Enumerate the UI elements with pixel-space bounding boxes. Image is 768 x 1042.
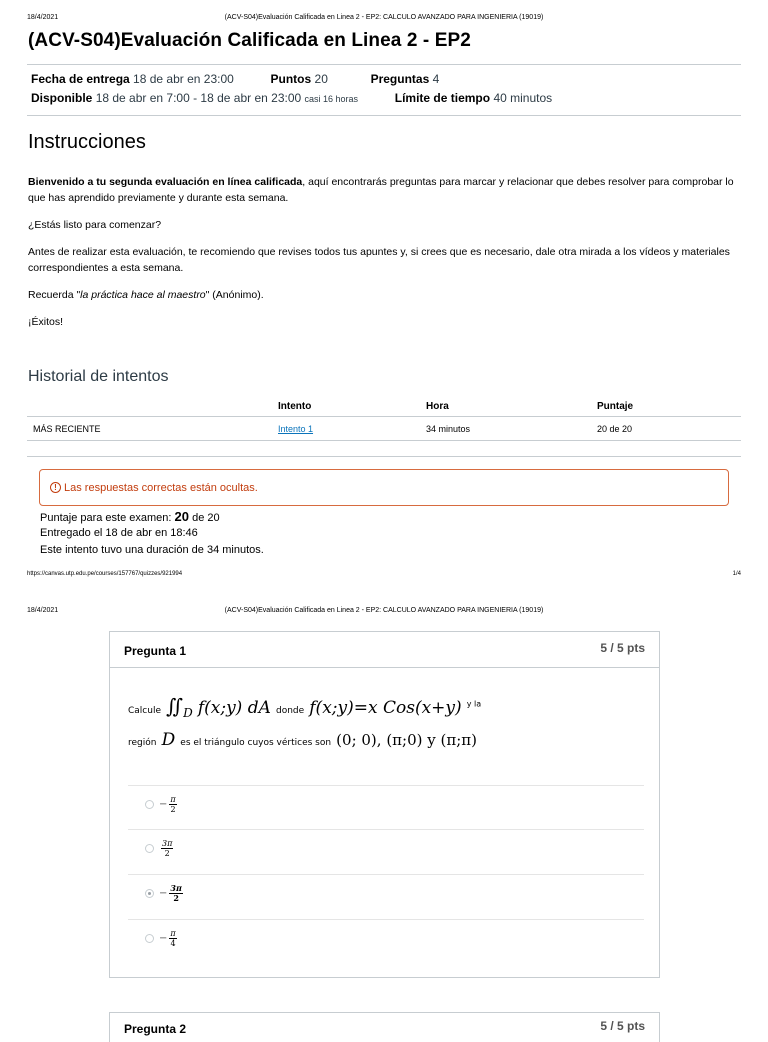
integrand: f(x;y) dA (197, 698, 271, 718)
option-divider (128, 874, 644, 875)
fraction-denominator: 4 (170, 939, 176, 948)
fraction-numerator: 3π (170, 883, 182, 893)
instructions-paragraph-5: ¡Éxitos! (28, 316, 64, 328)
quote-post: " (Anónimo). (205, 289, 264, 301)
option-sign: − (159, 888, 168, 899)
due-label: Fecha de entrega (31, 72, 130, 86)
radio-button[interactable] (145, 844, 154, 853)
question-points: 5 / 5 pts (600, 1019, 645, 1033)
quiz-meta-row-1 (31, 72, 439, 86)
column-header-attempt: Intento (278, 401, 312, 412)
history-heading: Historial de intentos (28, 368, 169, 385)
column-header-score: Puntaje (597, 401, 634, 412)
score-label: Puntaje para este examen: (40, 512, 172, 524)
available-label: Disponible (31, 91, 93, 105)
welcome-bold: Bienvenido a tu segunda evaluación en línea calificada (28, 176, 303, 188)
option-fraction (169, 884, 182, 903)
print-title: (ACV-S04)Evaluación Calificada en Linea 2 - EP2: CALCULO AVANZADO PARA INGENIERIA (19019) (224, 607, 544, 614)
fraction-denominator: 2 (170, 805, 176, 814)
score-total: de 20 (192, 512, 220, 524)
print-date: 18/4/2021 (27, 14, 59, 21)
print-header (0, 14, 768, 28)
answer-option-selected[interactable] (145, 884, 183, 903)
radio-button[interactable] (145, 934, 154, 943)
print-url: https://canvas.utp.edu.pe/courses/157767/quizzes/921994 (27, 571, 183, 577)
score-value: 20 (174, 509, 190, 524)
fraction-denominator: 2 (173, 893, 179, 903)
score-line (40, 509, 220, 524)
region-word: región (128, 738, 157, 748)
question-title: Pregunta 1 (124, 644, 187, 658)
attempt-time: 34 minutos (426, 424, 471, 434)
print-header (0, 607, 768, 621)
triangle-phrase: es el triángulo cuyos vértices son (180, 738, 332, 748)
question-title: Pregunta 2 (124, 1022, 187, 1036)
instructions-paragraph-4 (28, 287, 744, 303)
option-divider (128, 785, 644, 786)
print-footer (0, 571, 768, 581)
fraction-numerator: π (170, 929, 176, 938)
due-value: 18 de abr en 23:00 (133, 72, 234, 86)
alert-text: Las respuestas correctas están ocultas. (64, 481, 258, 494)
submitted-line: Entregado el 18 de abr en 18:46 (40, 527, 198, 539)
print-title: (ACV-S04)Evaluación Calificada en Linea 2 - EP2: CALCULO AVANZADO PARA INGENIERIA (19019) (224, 14, 544, 21)
warning-icon: ! (50, 482, 61, 493)
donde-word: donde (275, 706, 305, 716)
questions-label: Preguntas (370, 72, 430, 86)
print-page-number: 1/4 (732, 571, 741, 577)
question-statement-line-1 (128, 694, 481, 720)
time-limit-value: 40 minutos (493, 91, 553, 105)
page-title: (ACV-S04)Evaluación Calificada en Linea 2 - EP2 (28, 30, 471, 51)
available-note: casi 16 horas (304, 94, 359, 104)
divider (27, 115, 741, 116)
instructions-paragraph-1 (28, 174, 744, 206)
questions-value: 4 (432, 72, 440, 86)
question-points: 5 / 5 pts (600, 641, 645, 655)
divider (27, 456, 741, 457)
region-D: D (161, 730, 176, 750)
row-label: MÁS RECIENTE (33, 424, 101, 434)
instructions-heading: Instrucciones (28, 131, 146, 153)
print-date: 18/4/2021 (27, 607, 59, 614)
question-card (109, 631, 660, 978)
question-header (110, 632, 659, 668)
fraction-denominator: 2 (164, 849, 170, 858)
calc-word: Calcule (128, 706, 161, 716)
quote-italic: la práctica hace al maestro (80, 289, 206, 301)
quote-pre: Recuerda " (28, 289, 81, 301)
duration-line: Este intento tuvo una duración de 34 minutos. (40, 544, 264, 556)
answer-option[interactable] (145, 929, 177, 948)
option-divider (128, 829, 644, 830)
option-fraction (169, 929, 176, 948)
history-table-header (27, 397, 741, 417)
table-row (27, 417, 741, 441)
option-fraction (169, 795, 176, 814)
fraction-numerator: 3π (162, 839, 173, 848)
radio-button[interactable] (145, 800, 154, 809)
attempt-score: 20 de 20 (597, 424, 633, 434)
option-fraction (161, 839, 173, 858)
quiz-meta-row-2 (31, 91, 552, 105)
option-sign: − (159, 799, 168, 810)
points-value: 20 (314, 72, 328, 86)
question-card (109, 1012, 660, 1042)
available-value: 18 de abr en 7:00 - 18 de abr en 23:00 (95, 91, 302, 105)
instructions-paragraph-2: ¿Estás listo para comenzar? (28, 219, 162, 231)
function-definition: f(x;y)=x Cos(x+y) (309, 698, 462, 718)
time-limit-label: Límite de tiempo (394, 91, 491, 105)
points-label: Puntos (270, 72, 312, 86)
question-statement-line-2 (128, 730, 477, 750)
divider (27, 64, 741, 65)
correct-answers-hidden-alert (39, 469, 729, 506)
attempt-link[interactable]: Intento 1 (278, 424, 314, 434)
answer-option[interactable] (145, 795, 177, 814)
domain-subscript: D (183, 706, 193, 721)
answer-option[interactable] (145, 839, 173, 858)
option-divider (128, 919, 644, 920)
fraction-numerator: π (170, 795, 176, 804)
instructions-paragraph-3: Antes de realizar esta evaluación, te recomiendo que revises todos tus apuntes y, si crees que es necesario, dale otra mirada a los vídeos y materiales correspondientes a esta semana. (28, 246, 730, 274)
history-table (27, 397, 741, 441)
yla-word: y la (466, 699, 482, 709)
double-integral-symbol: ∬ (166, 694, 184, 718)
radio-button-selected[interactable] (145, 889, 154, 898)
welcome-rest: , aquí encontrarás preguntas para marcar y relacionar que debes resolver para comprobar lo que has aprendido previamente y durante esta semana. (28, 176, 734, 204)
column-header-time: Hora (426, 401, 449, 412)
option-sign: − (159, 933, 168, 944)
vertices: (0; 0), (π;0) y (π;π) (336, 731, 477, 749)
